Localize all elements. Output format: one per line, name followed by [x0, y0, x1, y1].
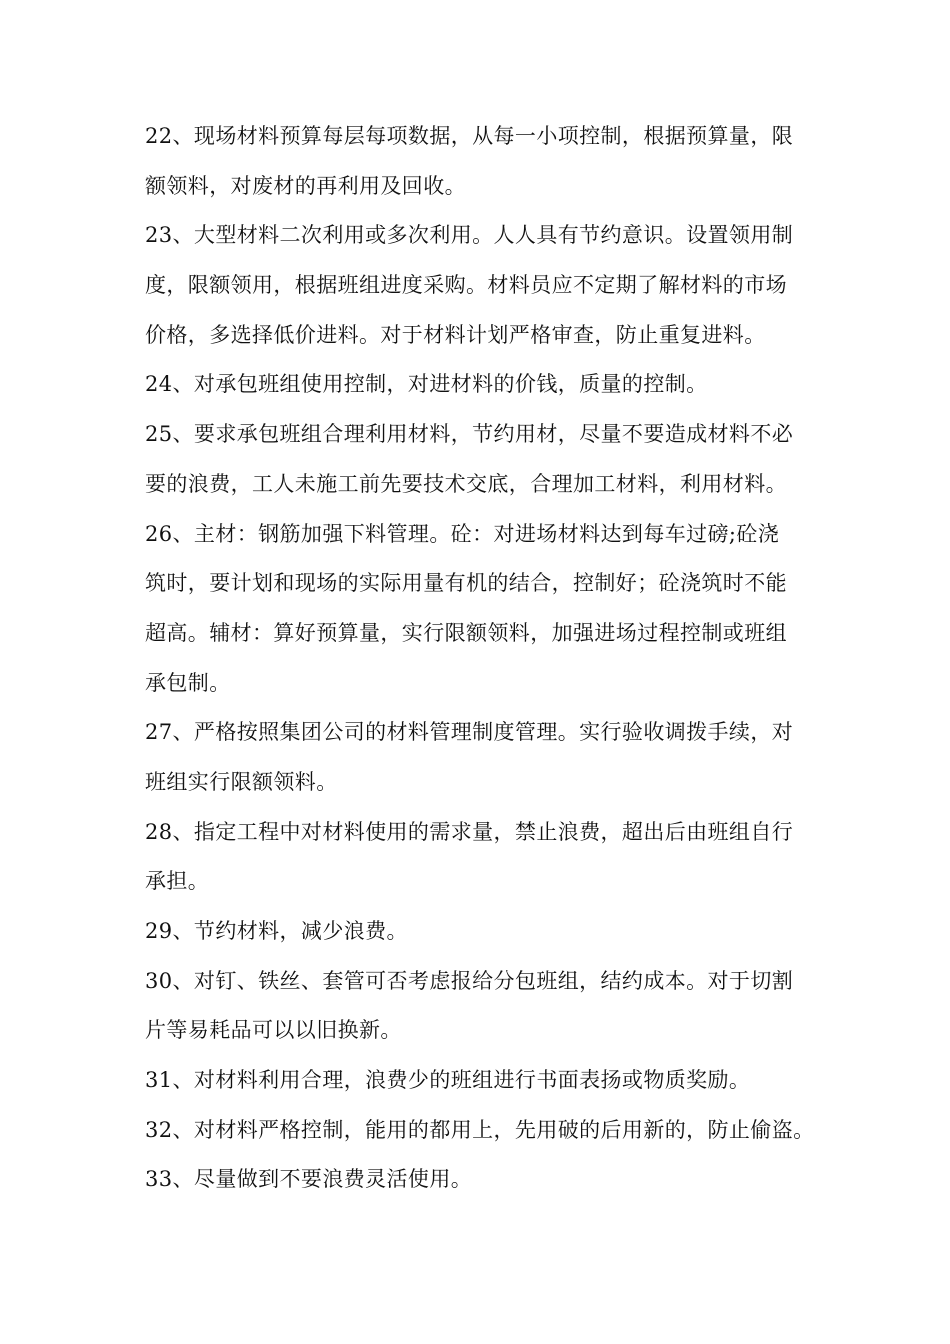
text-line: 24、对承包班组使用控制，对进材料的价钱，质量的控制。	[145, 372, 708, 397]
text-line: 31、对材料利用合理，浪费少的班组进行书面表扬或物质奖励。	[145, 1068, 751, 1093]
text-line: 价格，多选择低价进料。对于材料计划严格审查，防止重复进料。	[145, 322, 766, 347]
text-line: 33、尽量做到不要浪费灵活使用。	[145, 1167, 473, 1192]
text-line: 25、要求承包班组合理利用材料，节约用材，尽量不要造成材料不必	[145, 422, 794, 447]
text-line: 29、节约材料，减少浪费。	[145, 919, 408, 943]
text-line: 承包制。	[145, 670, 231, 695]
text-line: 30、对钉、铁丝、套管可否考虑报给分包班组，结约成本。对于切割	[145, 968, 794, 993]
text-line: 要的浪费，工人未施工前先要技术交底，合理加工材料，利用材料。	[145, 471, 787, 496]
text-line: 度，限额领用，根据班组进度采购。材料员应不定期了解材料的市场	[145, 273, 787, 298]
text-line: 班组实行限额领料。	[145, 769, 338, 794]
text-line: 筑时，要计划和现场的实际用量有机的结合，控制好；砼浇筑时不能	[145, 571, 787, 596]
text-line: 承担。	[145, 869, 210, 894]
document-body	[145, 112, 815, 1205]
text-line: 额领料，对废材的再利用及回收。	[145, 173, 466, 198]
text-line: 32、对材料严格控制，能用的都用上，先用破的后用新的，防止偷盗。	[145, 1117, 815, 1142]
text-line: 28、指定工程中对材料使用的需求量，禁止浪费，超出后由班组自行	[145, 819, 794, 844]
text-line: 片等易耗品可以以旧换新。	[145, 1018, 402, 1043]
text-line: 26、主材：钢筋加强下料管理。砼：对进场材料达到每车过磅;砼浇	[145, 521, 780, 546]
text-line: 27、严格按照集团公司的材料管理制度管理。实行验收调拨手续，对	[145, 720, 794, 745]
text-line: 22、现场材料预算每层每项数据，从每一小项控制，根据预算量，限	[145, 124, 794, 148]
text-line: 23、大型材料二次利用或多次利用。人人具有节约意识。设置领用制	[145, 223, 794, 248]
text-line: 超高。辅材：算好预算量，实行限额领料，加强进场过程控制或班组	[145, 620, 787, 645]
